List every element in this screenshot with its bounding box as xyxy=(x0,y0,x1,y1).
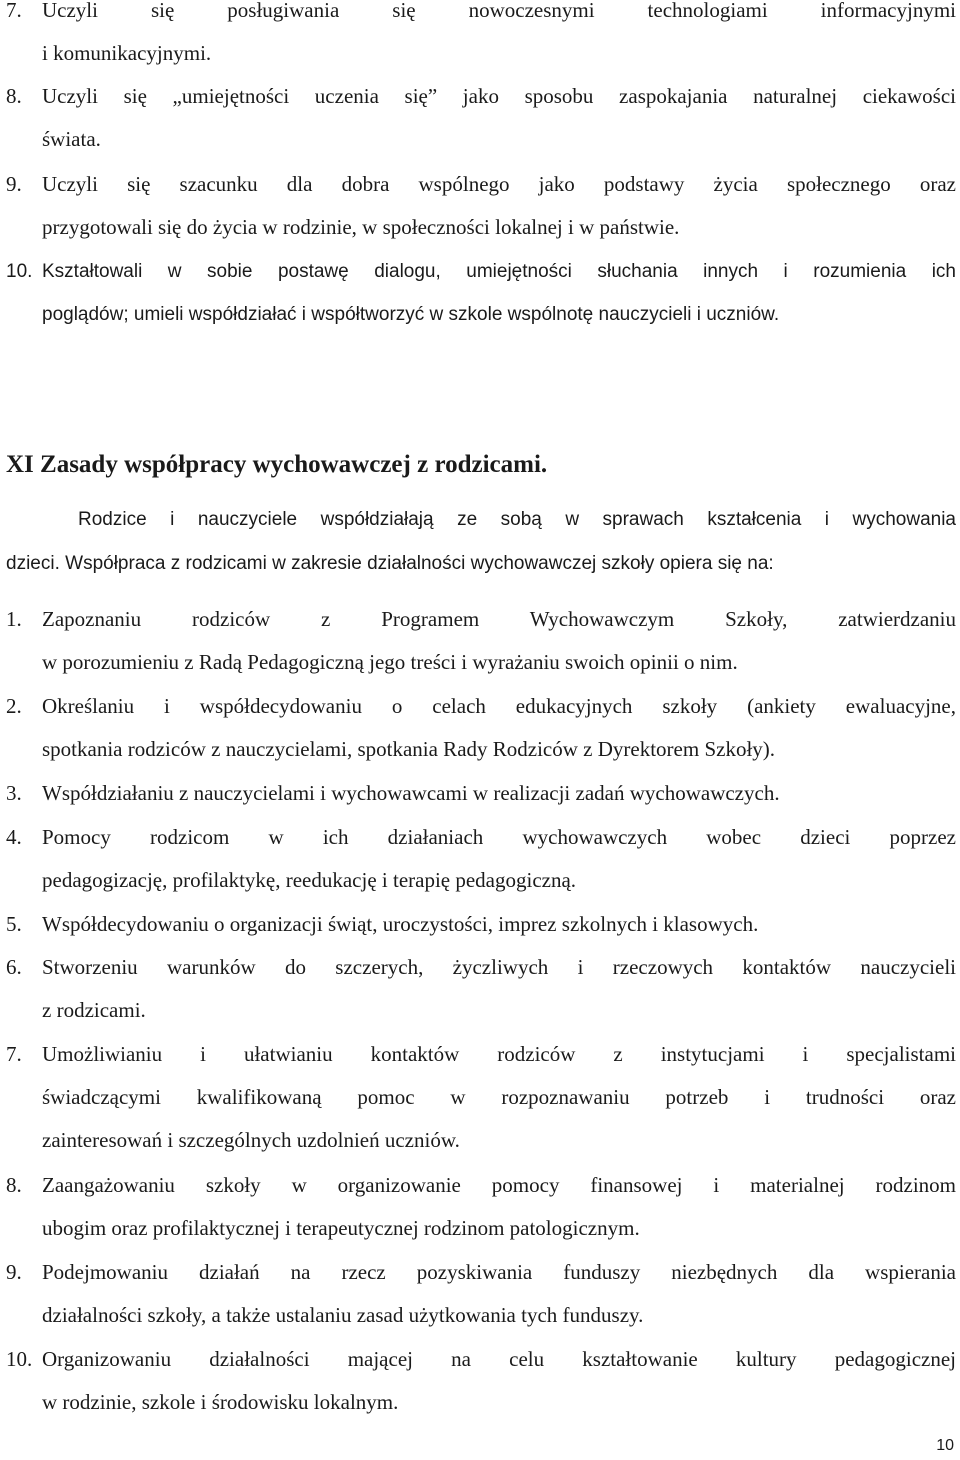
list-item-text: Podejmowaniu działań na rzecz pozyskiwania funduszy niezbędnych dla wspierania xyxy=(42,1260,956,1284)
list-item-number: 7. xyxy=(6,1042,22,1066)
list-item-number: 6. xyxy=(6,955,22,979)
list-item-text: Zaangażowaniu szkoły w organizowanie pomocy finansowej i materialnej rodzinom xyxy=(42,1173,956,1197)
list-item-text: Zapoznaniu rodziców z Programem Wychowawczym Szkoły, zatwierdzaniu xyxy=(42,607,956,631)
list-item-text: spotkania rodziców z nauczycielami, spotkania Rady Rodziców z Dyrektorem Szkoły). xyxy=(42,737,776,761)
list-item-text: Uczyli się posługiwania się nowoczesnymi technologiami informacyjnymi xyxy=(42,0,956,22)
list-item-text: działalności szkoły, a także ustalaniu zasad użytkowania tych funduszy. xyxy=(42,1303,644,1327)
section-intro xyxy=(6,508,956,551)
list-item-text: poglądów; umieli współdziałać i współtworzyć w szkole wspólnotę nauczycieli i uczniów. xyxy=(42,304,780,325)
list-item-text: Kształtowali w sobie postawę dialogu, umiejętności słuchania innych i rozumienia ich xyxy=(42,261,956,282)
section-intro xyxy=(6,552,956,595)
list-item-number: 10. xyxy=(6,1347,33,1371)
list-item-text: w porozumieniu z Radą Pedagogiczną jego treści i wyrażaniu swoich opinii o nim. xyxy=(42,650,738,674)
list-item-text: Współdecydowaniu o organizacji świąt, uroczystości, imprez szkolnych i klasowych. xyxy=(42,912,759,936)
list-item-text: świata. xyxy=(42,127,101,151)
list-item-number: 7. xyxy=(6,0,22,22)
list-item-number: 9. xyxy=(6,1260,22,1284)
list-item-text: zainteresowań i szczególnych uzdolnień uczniów. xyxy=(42,1128,460,1152)
list-item-text: z rodzicami. xyxy=(42,998,146,1022)
list-item-text: pedagogizację, profilaktykę, reedukację i terapię pedagogiczną. xyxy=(42,868,577,892)
list-item-text: Pomocy rodzicom w ich działaniach wychowawczych wobec dzieci poprzez xyxy=(42,825,956,849)
list-item-number: 8. xyxy=(6,1173,22,1197)
list-item-text: i komunikacyjnymi. xyxy=(42,41,212,65)
list-item-text: Uczyli się „umiejętności uczenia się” jako sposobu zaspokajania naturalnej ciekawości xyxy=(42,84,956,108)
list-item-text: ubogim oraz profilaktycznej i terapeutycznej rodzinom patologicznym. xyxy=(42,1216,640,1240)
list-item-text: Współdziałaniu z nauczycielami i wychowawcami w realizacji zadań wychowawczych. xyxy=(42,781,780,805)
list-item-text: Stworzeniu warunków do szczerych, życzliwych i rzeczowych kontaktów nauczycieli xyxy=(42,955,956,979)
list-item-number: 10. xyxy=(6,261,33,282)
list-item-text: Uczyli się szacunku dla dobra wspólnego jako podstawy życia społecznego oraz xyxy=(42,172,956,196)
list-item-number: 5. xyxy=(6,912,22,936)
list-item-text: Umożliwianiu i ułatwianiu kontaktów rodziców z instytucjami i specjalistami xyxy=(42,1042,956,1066)
list-item-number: 9. xyxy=(6,172,22,196)
list-item-number: 1. xyxy=(6,607,22,631)
list-item-text: przygotowali się do życia w rodzinie, w społeczności lokalnej i w państwie. xyxy=(42,215,680,239)
list-item-text: świadczącymi kwalifikowaną pomoc w rozpoznawaniu potrzeb i trudności oraz xyxy=(42,1085,956,1109)
list-item-text: w rodzinie, szkole i środowisku lokalnym. xyxy=(42,1390,399,1414)
intro-line: Rodzice i nauczyciele współdziałają ze sobą w sprawach kształcenia i wychowania xyxy=(78,509,956,530)
list-item-text: Określaniu i współdecydowaniu o celach edukacyjnych szkoły (ankiety ewaluacyjne, xyxy=(42,694,956,718)
list-item-number: 2. xyxy=(6,694,22,718)
intro-line: dzieci. Współpraca z rodzicami w zakresie działalności wychowawczej szkoły opiera się na: xyxy=(6,553,774,574)
list-item-text: Organizowaniu działalności mającej na celu kształtowanie kultury pedagogicznej xyxy=(42,1347,956,1371)
page-number: 10 xyxy=(936,1437,954,1454)
list-item-number: 3. xyxy=(6,781,22,805)
list-item-number: 8. xyxy=(6,84,22,108)
list-item-number: 4. xyxy=(6,825,22,849)
section-heading: XI Zasady współpracy wychowawczej z rodzicami. xyxy=(6,451,548,478)
